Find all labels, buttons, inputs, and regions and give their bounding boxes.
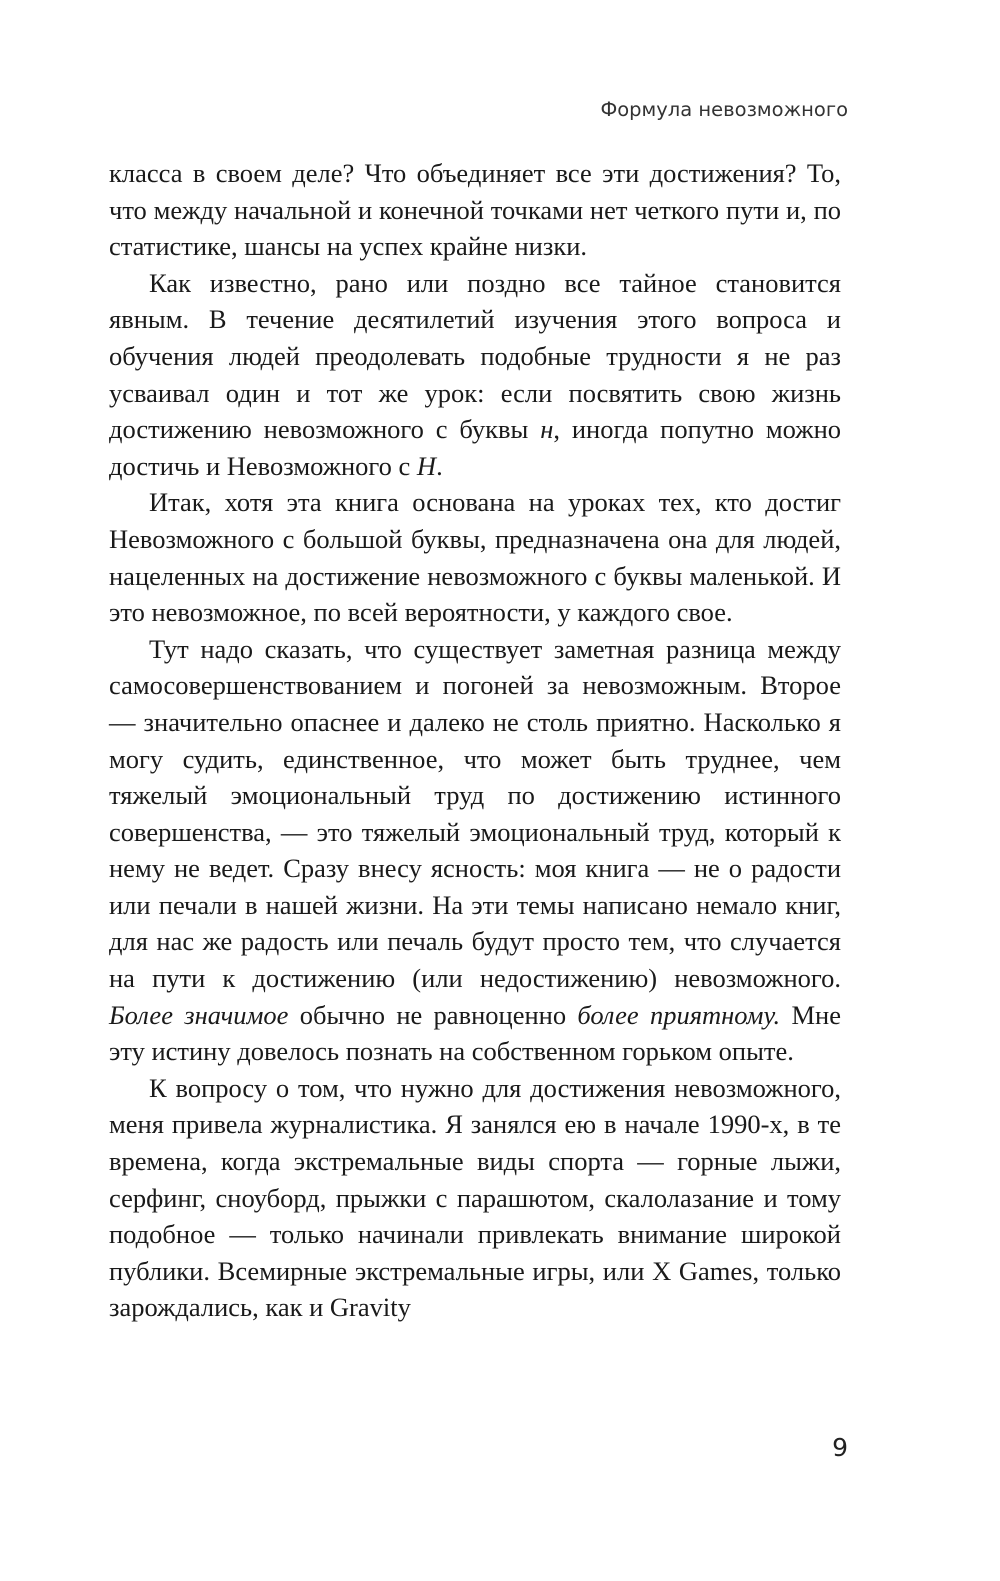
paragraph <box>109 265 841 485</box>
paragraph <box>109 631 841 1070</box>
text-run: Тут надо сказать, что существует заметная разница между самосовершенствованием и погоней за невозможным. Второе — значительно опаснее и далеко не столь приятно. Насколько я могу судить, единственное, что может быть труднее, чем тяжелый эмоциональный труд по достижению истинного совершенства, — это тяжелый эмоциональный труд, который к нему не ведет. Сразу внесу ясность: моя книга — не о радости или печали в нашей жизни. На эти темы написано немало книг, для нас же радость или печаль будут просто тем, что случается на пути к достижению (или недостижению) невозможного. <box>109 633 841 994</box>
text-run: обычно не равноценно <box>288 999 578 1030</box>
italic-text: н <box>540 414 554 445</box>
text-run: класса в своем деле? Что объединяет все эти достижения? То, что между начальной и конечной точками нет четкого пути и, по статистике, шансы на успех крайне низки. <box>109 158 841 262</box>
text-run: . <box>436 450 443 481</box>
paragraph <box>109 1070 841 1326</box>
body-text <box>109 155 841 1326</box>
running-head: Формула невозможного <box>600 98 848 121</box>
text-run: К вопросу о том, что нужно для достижения невозможного, меня привела журналистика. Я занялся ею в начале 1990-х, в те времена, когда экстремальные виды спорта — горные лыжи, серфинг, сноуборд, прыжки с парашютом, скалолазание и тому подобное — только начинали привлекать внимание широкой публики. Всемирные экстремальные игры, или X Games, только зарождались, как и Gravity <box>109 1072 841 1323</box>
italic-text: Н <box>416 450 437 481</box>
text-run: , иногда попутно можно достичь и Невозможного с <box>109 414 841 481</box>
page-number: 9 <box>832 1433 848 1462</box>
paragraph <box>109 155 841 265</box>
italic-text: более приятному. <box>577 999 781 1030</box>
text-run: Итак, хотя эта книга основана на уроках тех, кто достиг Невозможного с большой буквы, предназначена она для людей, нацеленных на достижение невозможного с буквы маленькой. И это невозможное, по всей вероятности, у каждого свое. <box>109 487 841 628</box>
italic-text: Более значимое <box>109 999 289 1030</box>
text-run: Мне эту истину довелось познать на собственном горьком опыте. <box>109 999 841 1067</box>
text-run: Как известно, рано или поздно все тайное становится явным. В течение десятилетий изучения этого вопроса и обучения людей преодолевать подобные трудности я не раз усваивал один и тот же урок: если посвятить свою жизнь достижению невозможного с буквы <box>109 267 841 445</box>
paragraph <box>109 484 841 630</box>
